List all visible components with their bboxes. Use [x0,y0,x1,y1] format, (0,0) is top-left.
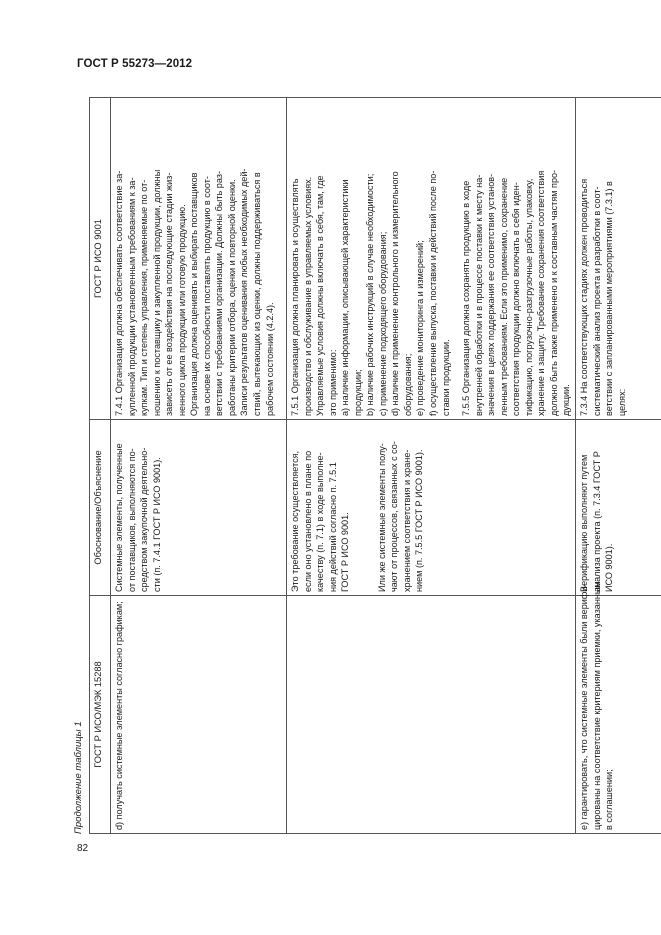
text-line: сти (п. 7.4.1 ГОСТ Р ИСО 9001). [151,457,162,592]
text-line: это применимо: [327,349,338,416]
text-line: Записи результатов оценивания любых необходимых дей- [239,168,250,416]
text-line: Управляемые условия должны включать в себя, там, где [315,175,326,416]
text-line: дукции. [561,384,572,416]
text-line: Или же системные элементы полу- [376,443,387,592]
row3-col1 [576,581,661,834]
comparison-table [89,97,661,834]
row2-col2 [287,420,576,596]
text-line: должно быть также применено и к составным частям про- [548,169,559,416]
text-line: c) применение подходящего оборудования; [377,231,388,416]
row2-col2-part1 [289,423,352,592]
text-line: на основе их способности поставлять продукцию в соот- [201,176,212,416]
table-row [111,98,287,834]
table-row [576,98,661,834]
text-line: если оно установлено в плане по [302,450,313,592]
row1-col1 [111,596,287,834]
text-line: в соглашении; [604,769,615,830]
row3-col3 [576,98,661,420]
row3-col2 [576,420,661,596]
text-line: систематический анализ проекта и разработки в соот- [591,186,602,416]
page-number: 82 [77,843,89,854]
text-line: 7.3.4 На соответствующих стадиях должен проводиться [579,178,590,416]
text-line: работаны критерии отбора, оценки и повторной оценки. [226,179,237,416]
text-line: рабочем состоянии (4.2.4). [264,302,275,416]
text-line: ствий, вытекающих из оценки, должны поддерживаться в [252,172,263,416]
text-line: анализа проекта (п. 7.3.4 ГОСТ Р [591,451,602,592]
text-line: продукции; [352,369,363,416]
text-line: d) наличие и применение контрольного и измерительного [390,171,401,416]
text-line: цированы на соответствие критериям приемки, указанным [591,581,602,830]
text-line: ставки продукции. [440,339,451,416]
text-line: хранением соответствия и хране- [401,449,412,592]
row1-col3 [111,98,287,420]
text-line: целях: [616,388,627,416]
table-caption: Продолжение таблицы 1 [73,721,84,834]
text-line: 7.5.1 Организация должна планировать и осуществлять [290,178,300,416]
text-line: e) гарантировать, что системные элементы были верифи- [579,583,590,830]
text-line: b) наличие рабочих инструкций в случае необходимости; [365,173,376,416]
text-line: Организация должна оценивать и выбирать поставщиков [189,172,200,416]
row2-col1 [287,596,576,834]
text-line: значения в целях поддержания ее соответствия установ- [486,173,497,416]
text-line: ветствии с требованиями организации. Должны быть раз- [214,171,225,416]
text-line: купленной продукции установленным требованиям к за- [126,177,137,416]
document-title: ГОСТ Р 55273—2012 [77,58,193,70]
text-line: Это требование осуществляется, [290,450,300,592]
column-header-justification: Обоснование/Объяснение [90,420,111,596]
row2-col2-part2 [376,423,426,592]
row2-col3 [287,98,576,420]
text-line: a) наличие информации, описывающей характеристики [340,179,351,416]
text-line: хранение и защиту. Требование сохранения соответствия [536,170,547,416]
text-line: внутренней обработки и в процессе поставки к месту на- [473,174,484,416]
text-line: зависеть от ее воздействия на последующие стадии жиз- [164,172,175,416]
text-line: ГОСТ Р ИСО 9001. [340,512,351,592]
text-line: ИСО 9001). [604,543,615,592]
text-line: качеству (п. 7.1) в ходе выполне- [315,452,326,592]
text-line: от поставщиков, выполняются по- [126,448,137,592]
column-header-iso9001: ГОСТ Р ИСО 9001 [90,98,111,420]
rotated-page-content [73,98,627,834]
text-line: 7.5.5 Организация должна сохранять продукцию в ходе [461,180,472,416]
text-line: 7.4.1 Организация должна обеспечивать соответствие за- [114,170,124,416]
row2-col3-part1 [289,101,452,416]
text-line: e) проведение мониторинга и измерений; [415,240,426,416]
text-line: производство и обслуживание в управляемых условиях. [302,176,313,416]
text-line: тификацию, погрузочно-разгрузочные работы, упаковку, [523,178,534,416]
row2-col3-part2 [460,101,573,416]
row1-col2 [111,420,287,596]
text-line: ношению к поставщику и закупленной продукции, должны [151,169,162,416]
table-header-row [90,98,111,834]
text-line: Верификацию выполняют путем [579,454,590,592]
text-line: d) получать системные элементы согласно графикам; [114,601,124,830]
text-line: ненного цикла продукции или готовую продукцию. [176,204,187,416]
text-line: нием (п. 7.5.5 ГОСТ Р ИСО 9001). [414,449,425,592]
column-header-iso15288: ГОСТ Р ИСО/МЭК 15288 [90,596,111,834]
text-line: средством закупочной деятельно- [139,447,150,592]
text-line: ветствии с запланированными мероприятиями (7.3.1) в [604,181,615,416]
text-line: ленным требованиям. Если это применимо, сохранение [498,177,509,416]
text-line: чают от процессов, связанных с со- [389,441,400,592]
text-line: соответствия продукции должно включать в себя иден- [511,182,522,416]
text-line: Системные элементы, полученные [114,443,124,592]
text-line: ния действий согласно п. 7.5.1 [327,462,338,592]
table-row [287,98,576,834]
text-line: f) осуществление выпуска, поставки и действий после по- [428,170,439,416]
text-line: оборудования; [402,353,413,416]
text-line: купкам. Тип и степень управления, применяемые по от- [139,179,150,416]
